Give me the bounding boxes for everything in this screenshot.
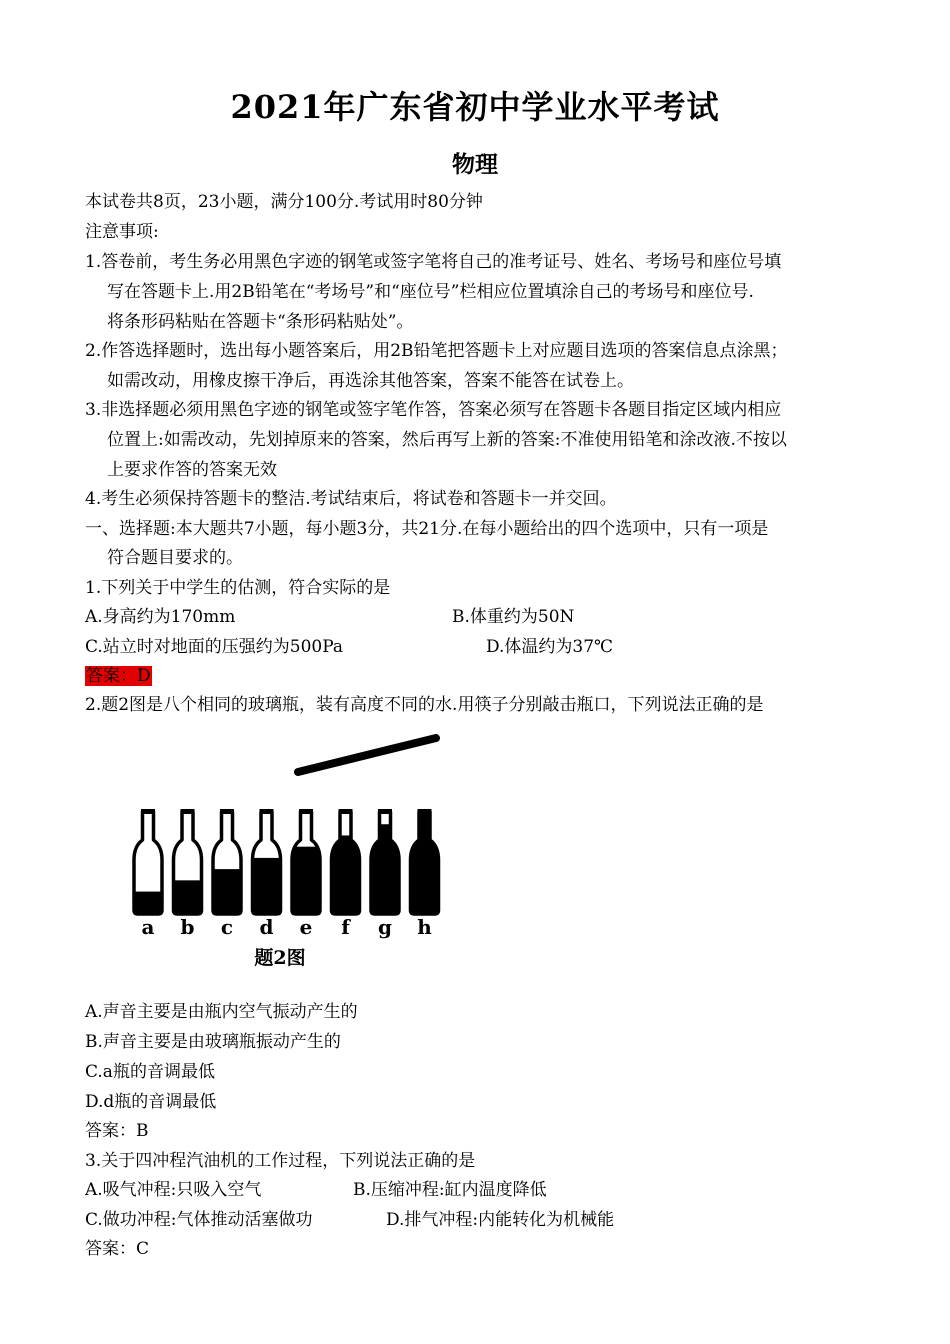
bottle-label-f: f xyxy=(341,915,350,939)
note-3-line-2: 位置上:如需改动，先划掉原来的答案，然后再写上新的答案:不准使用铅笔和涂改液.不按以 xyxy=(107,430,787,450)
q2-option-c: C.a瓶的音调最低 xyxy=(85,1062,215,1082)
note-4-line-1: 4.考生必须保持答题卡的整洁.考试结束后，将试卷和答题卡一并交回。 xyxy=(85,489,617,509)
q1-option-a: A.身高约为170mm xyxy=(85,607,236,627)
bottle-lip xyxy=(260,809,274,814)
bottle-label-g: g xyxy=(378,915,392,939)
bottle-water xyxy=(290,847,322,916)
bottle-label-a: a xyxy=(141,915,155,939)
bottle-labels-group xyxy=(142,915,433,939)
bottle-c xyxy=(211,809,243,916)
bottle-water xyxy=(369,824,401,916)
q2-option-a: A.声音主要是由瓶内空气振动产生的 xyxy=(85,1002,358,1022)
bottle-label-d: d xyxy=(259,915,274,939)
bottle-lip xyxy=(141,809,155,814)
q1-option-b: B.体重约为50N xyxy=(452,607,575,627)
bottles-group xyxy=(132,809,441,916)
bottle-lip xyxy=(220,809,234,814)
q1-answer xyxy=(85,665,152,687)
bottle-e xyxy=(290,809,322,916)
bottle-b xyxy=(172,809,204,916)
chopstick xyxy=(298,738,436,772)
bottle-water xyxy=(211,869,243,916)
q1-answer-highlight: 答案：D xyxy=(86,666,151,686)
bottle-label-b: b xyxy=(180,915,195,939)
subject-title: 物理 xyxy=(452,151,498,178)
note-1-line-3: 将条形码粘贴在答题卡“条形码粘贴处”。 xyxy=(107,312,414,332)
exam-summary: 本试卷共8页，23小题，满分100分.考试用时80分钟 xyxy=(85,192,483,212)
q3-option-d: D.排气冲程:内能转化为机械能 xyxy=(386,1210,615,1230)
q3-stem: 3.关于四冲程汽油机的工作过程，下列说法正确的是 xyxy=(85,1151,476,1171)
note-3-line-3: 上要求作答的答案无效 xyxy=(107,460,277,480)
q3-option-b: B.压缩冲程:缸内温度降低 xyxy=(353,1180,547,1200)
exam-title: 2021年广东省初中学业水平考试 xyxy=(230,88,720,126)
notes-label: 注意事项: xyxy=(85,222,159,242)
bottle-label-e: e xyxy=(299,915,313,939)
q2-answer: 答案：B xyxy=(85,1121,149,1141)
section-heading-line-2: 符合题目要求的。 xyxy=(107,548,243,568)
bottle-g xyxy=(369,809,401,916)
bottle-lip xyxy=(378,809,392,814)
q3-option-c: C.做功冲程:气体推动活塞做功 xyxy=(85,1210,313,1230)
bottle-f xyxy=(330,809,362,916)
bottle-a xyxy=(132,809,164,916)
note-1-line-1: 1.答卷前，考生务必用黑色字迹的钢笔或签字笔将自己的准考证号、姓名、考场号和座位号填 xyxy=(85,252,782,272)
bottle-water xyxy=(251,858,283,916)
q2-option-b: B.声音主要是由玻璃瓶振动产生的 xyxy=(85,1032,341,1052)
note-2-line-1: 2.作答选择题时，选出每小题答案后，用2B铅笔把答题卡上对应题目选项的答案信息点涂黑； xyxy=(85,341,788,361)
q2-stem: 2.题2图是八个相同的玻璃瓶，装有高度不同的水.用筷子分别敲击瓶口，下列说法正确的是 xyxy=(85,695,764,715)
figure-caption: 题2图 xyxy=(254,947,306,969)
bottle-label-c: c xyxy=(220,915,234,939)
bottles-figure xyxy=(120,722,460,980)
note-3-line-1: 3.非选择题必须用黑色字迹的钢笔或签字笔作答，答案必须写在答题卡各题目指定区域内相应 xyxy=(85,400,782,420)
q1-option-c: C.站立时对地面的压强约为500Pa xyxy=(85,637,344,657)
q3-option-a: A.吸气冲程:只吸入空气 xyxy=(85,1180,262,1200)
bottle-lip xyxy=(339,809,353,814)
bottle-h xyxy=(409,809,441,916)
section-heading-line-1: 一、选择题:本大题共7小题，每小题3分，共21分.在每小题给出的四个选项中，只有一项是 xyxy=(85,519,769,539)
bottle-water xyxy=(409,812,441,916)
bottle-lip xyxy=(418,809,432,814)
note-1-line-2: 写在答题卡上.用2B铅笔在“考场号”和“座位号”栏相应位置填涂自己的考场号和座位号. xyxy=(107,282,754,302)
bottle-label-h: h xyxy=(417,915,432,939)
note-2-line-2: 如需改动，用橡皮擦干净后，再选涂其他答案，答案不能答在试卷上。 xyxy=(107,371,634,391)
q1-option-d: D.体温约为37℃ xyxy=(486,637,614,657)
bottle-water xyxy=(172,880,204,916)
bottle-d xyxy=(251,809,283,916)
q3-answer: 答案：C xyxy=(85,1239,150,1259)
q1-stem: 1.下列关于中学生的估测，符合实际的是 xyxy=(85,578,391,598)
bottle-lip xyxy=(299,809,313,814)
bottle-lip xyxy=(181,809,195,814)
q2-option-d: D.d瓶的音调最低 xyxy=(85,1092,217,1112)
